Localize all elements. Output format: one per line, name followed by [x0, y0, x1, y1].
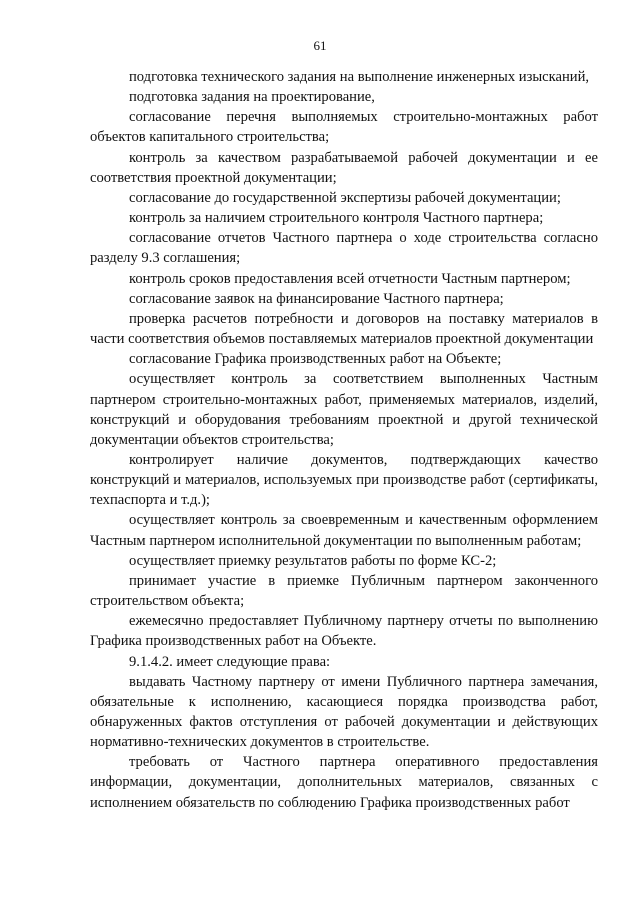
- paragraph: осуществляет контроль за своевременным и качественным оформлением Частным партнером исполнительной документации по выполненным работам;: [90, 512, 598, 549]
- paragraph: осуществляет приемку результатов работы по форме КС-2;: [129, 552, 497, 569]
- paragraph: осуществляет контроль за соответствием выполненных Частным партнером строительно-монтажных работ, применяемых материалов, изделий, конструкций и оборудования требованиям проектной и другой технической документации объектов строительства;: [90, 371, 598, 448]
- paragraph: проверка расчетов потребности и договоров на поставку материалов в части соответствия объемов поставляемых материалов проектной документации: [90, 310, 598, 348]
- paragraph: требовать от Частного партнера оперативного предоставления информации, документации, дополнительных материалов, связанных с исполнением обязательств по соблюдению Графика производственных работ: [90, 754, 598, 811]
- paragraph: согласование отчетов Частного партнера о ходе строительства согласно разделу 9.3 соглашения;: [90, 230, 598, 267]
- paragraph: согласование Графика производственных работ на Объекте;: [129, 351, 502, 368]
- paragraph: принимает участие в приемке Публичным партнером законченного строительством объекта;: [90, 572, 598, 610]
- paragraph: контроль за качеством разрабатываемой рабочей документации и ее соответствия проектной документации;: [90, 149, 598, 186]
- section-heading: 9.1.4.2. имеет следующие права:: [129, 653, 331, 670]
- paragraph: согласование перечня выполняемых строительно-монтажных работ объектов капитального строительства;: [90, 109, 598, 146]
- paragraph: согласование заявок на финансирование Частного партнера;: [129, 290, 504, 307]
- paragraph: подготовка технического задания на выполнение инженерных изысканий,: [129, 69, 590, 85]
- body-text: [90, 67, 598, 813]
- paragraph: контроль сроков предоставления всей отчетности Частным партнером;: [129, 270, 571, 287]
- paragraph: контролирует наличие документов, подтверждающих качество конструкций и материалов, используемых при производстве работ (сертификаты, техпаспорта и т.д.);: [90, 451, 598, 509]
- page-number: 61: [313, 38, 327, 53]
- paragraph: контроль за наличием строительного контроля Частного партнера;: [129, 210, 544, 227]
- paragraph: выдавать Частному партнеру от имени Публичного партнера замечания, обязательные к исполнению, касающиеся порядка производства работ, обнаруженных фактов отступления от рабочей документации и действующих нормативно-технических документов в строительстве.: [90, 673, 598, 751]
- paragraph: ежемесячно предоставляет Публичному партнеру отчеты по выполнению Графика производственных работ на Объекте.: [90, 613, 598, 650]
- paragraph: согласование до государственной экспертизы рабочей документации;: [129, 189, 561, 206]
- paragraph: подготовка задания на проектирование,: [129, 89, 375, 106]
